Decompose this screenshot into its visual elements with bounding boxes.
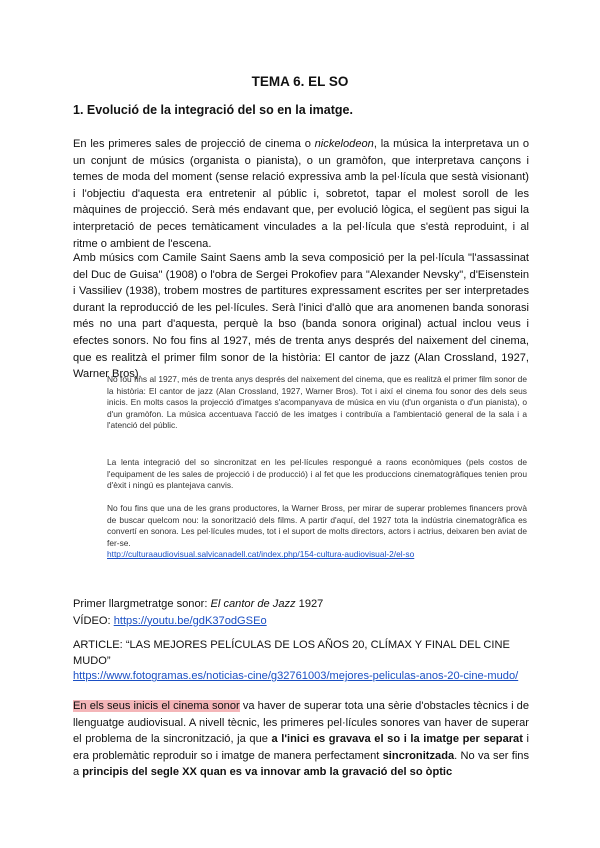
article-label: ARTICLE: “LAS MEJORES PELÍCULAS DE LOS AÑOS 20, CLÍMAX Y FINAL DEL CINE MUDO”	[73, 639, 510, 667]
page-title: TEMA 6. EL SO	[251, 74, 349, 89]
paragraph-text: i era problemàtic reproduir so i imatge de manera perfectament	[73, 733, 530, 762]
source-link[interactable]: http://culturaaudiovisual.salvicanadell.cat/index.php/154-cultura-audiovisual-2/el-so	[107, 549, 415, 560]
paragraph-text: . No va ser fins a	[73, 749, 530, 779]
quote-paragraph-2: La lenta integració del so sincronitzat en les pel·lícules respongué a raons econòmiques (pels costos de l'equipament de les sales de projecció i de producció) i al fet que les produccions cinematogràfiques tenien prou d'èxit i ningú es plantejava canvis.	[107, 457, 527, 491]
film-title: El cantor de Jazz	[210, 598, 296, 610]
bold-text: principis del segle XX quan es va innovar amb la gravació del so òptic	[82, 766, 453, 779]
quote-paragraph-3	[107, 503, 527, 561]
paragraph-text: va haver de superar tota una sèrie d'obstacles tècnics i de llenguatge audiovisual. A nivell tècnic, les primeres pel·lícules sonores van haver de superar el problema de la sincronització, ja que	[73, 700, 530, 746]
film-year: 1927	[295, 598, 324, 610]
bold-text: a l'inici es gravava el so i la imatge per separat	[271, 733, 523, 746]
italic-term: nickelodeon	[314, 138, 374, 150]
paragraph-text: , la música la interpretava un o un conjunt de músics (organista o pianista), o un gramòfon, que interpretava cançons i temes de moda del moment (sense relació expressiva amb la pel·lícula que sestà visionant) i l'objectiu d'aquesta era entretenir al públic i, sobretot, tapar el molest soroll de les màquines de projecció. Serà més endavant que, per evolució lògica, el següent pas sigui la interpretació de peces temàticament vinculades a la pel·lícula que s'està reproduint, i al ritme o ambient de l'escena.	[73, 138, 529, 250]
highlighted-text: En els seus inicis el cinema sonor	[73, 700, 240, 712]
bold-text: sincronitzada	[382, 749, 455, 762]
paragraph-composers: Amb músics com Camile Saint Saens amb la seva composició per la pel·lícula "l'assassinat del Duc de Guisa" (1908) o l'obra de Sergei Prokofiev para "Alexander Nevsky", d'Eisenstein i Vassiliev (1938), trobem mostres de partitures expressament escrites per ser interpretades durant la reproducció de les pel·lícules. Serà l'inici d'allò que ara anomenen banda sonorasi més no una part d'aquesta, perquè la bso (banda sonora original) actual inclou veus i efectes sonors. No fou fins al 1927, més de trenta anys després del naixement del cinema, que es realitzà el primer film sonor de la història: El cantor de jazz (Alan Crossland, 1927, Warner Bros).	[73, 252, 529, 381]
video-label: VÍDEO:	[73, 614, 114, 627]
video-link[interactable]: https://youtu.be/gdK37odGSEo	[113, 614, 267, 627]
paragraph-text: En les primeres sales de projecció de cinema o	[73, 138, 315, 150]
section-heading: 1. Evolució de la integració del so en la imatge.	[73, 103, 353, 117]
paragraph-intro	[73, 136, 529, 252]
quote-paragraph-1: No fou fins al 1927, més de trenta anys després del naixement del cinema, que es realitzà el primer film sonor de la història: El cantor de jazz (Alan Crossland, 1927, Warner Bros). Tot i així el cinema fou sonor des dels seus inicis. En molts casos la projecció d'imatges s'acompanyava de música en viu (d'un organista o d'un pianista), o d'un gramòfon. La música accentuava l'acció de les imatges i contribuïa a l'ambientació general de la sala i a l'atenció del públic.	[107, 374, 527, 431]
quote-text: No fou fins que una de les grans productores, la Warner Bross, per mirar de superar problemes financers provà de buscar quelcom nou: la sonorització dels films. A partir d'aquí, del 1927 tota la indústria cinematogràfica es convertí en sonora. Les pel·lícules mudes, tot i el suport de molts directors, actors i actrius, deixaren ben aviat de fer-se.	[107, 503, 527, 548]
film-info	[73, 596, 323, 629]
paragraph-sound-cinema	[73, 698, 529, 781]
article-info	[73, 638, 529, 685]
film-label: Primer llargmetratge sonor:	[73, 598, 211, 610]
article-link[interactable]: https://www.fotogramas.es/noticias-cine/g32761003/mejores-peliculas-anos-20-cine-mudo/	[73, 670, 519, 683]
